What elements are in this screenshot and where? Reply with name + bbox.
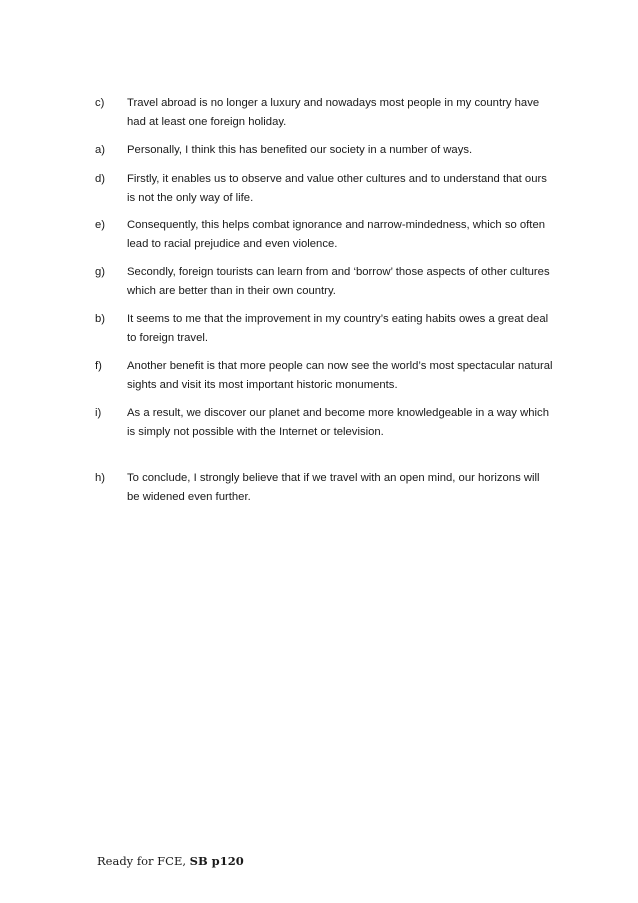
footer-reference: SB p120 bbox=[189, 854, 244, 868]
item-letter: d) bbox=[95, 173, 106, 185]
item-text: To conclude, I strongly believe that if we travel with an open mind, our horizons will be widened even further. bbox=[127, 472, 540, 503]
item-text: Another benefit is that more people can now see the world’s most spectacular natural sights and visit its most important historic monuments. bbox=[127, 360, 553, 391]
item-letter: i) bbox=[95, 407, 102, 419]
item-letter: g) bbox=[95, 266, 106, 278]
item-letter: b) bbox=[95, 313, 106, 325]
item-text: Consequently, this helps combat ignorance and narrow-mindedness, which so often lead to racial prejudice and even violence. bbox=[127, 219, 546, 250]
footer-prefix: Ready for FCE, bbox=[97, 854, 190, 868]
item-text: It seems to me that the improvement in my country’s eating habits owes a great deal to foreign travel. bbox=[127, 313, 549, 344]
item-letter: e) bbox=[95, 219, 106, 231]
item-text: As a result, we discover our planet and become more knowledgeable in a way which is simply not possible with the Internet or television. bbox=[127, 407, 549, 438]
item-letter: a) bbox=[95, 144, 106, 156]
item-text: Personally, I think this has benefited our society in a number of ways. bbox=[127, 144, 473, 156]
page-footer bbox=[97, 854, 244, 868]
item-text: Travel abroad is no longer a luxury and nowadays most people in my country have had at least one foreign holiday. bbox=[127, 97, 540, 128]
item-letter: c) bbox=[95, 97, 105, 109]
item-text: Firstly, it enables us to observe and value other cultures and to understand that ours is not the only way of life. bbox=[127, 173, 547, 204]
item-letter: f) bbox=[95, 360, 102, 372]
item-text: Secondly, foreign tourists can learn from and ‘borrow’ those aspects of other cultures which are better than in their own country. bbox=[127, 266, 550, 297]
item-letter: h) bbox=[95, 472, 106, 484]
